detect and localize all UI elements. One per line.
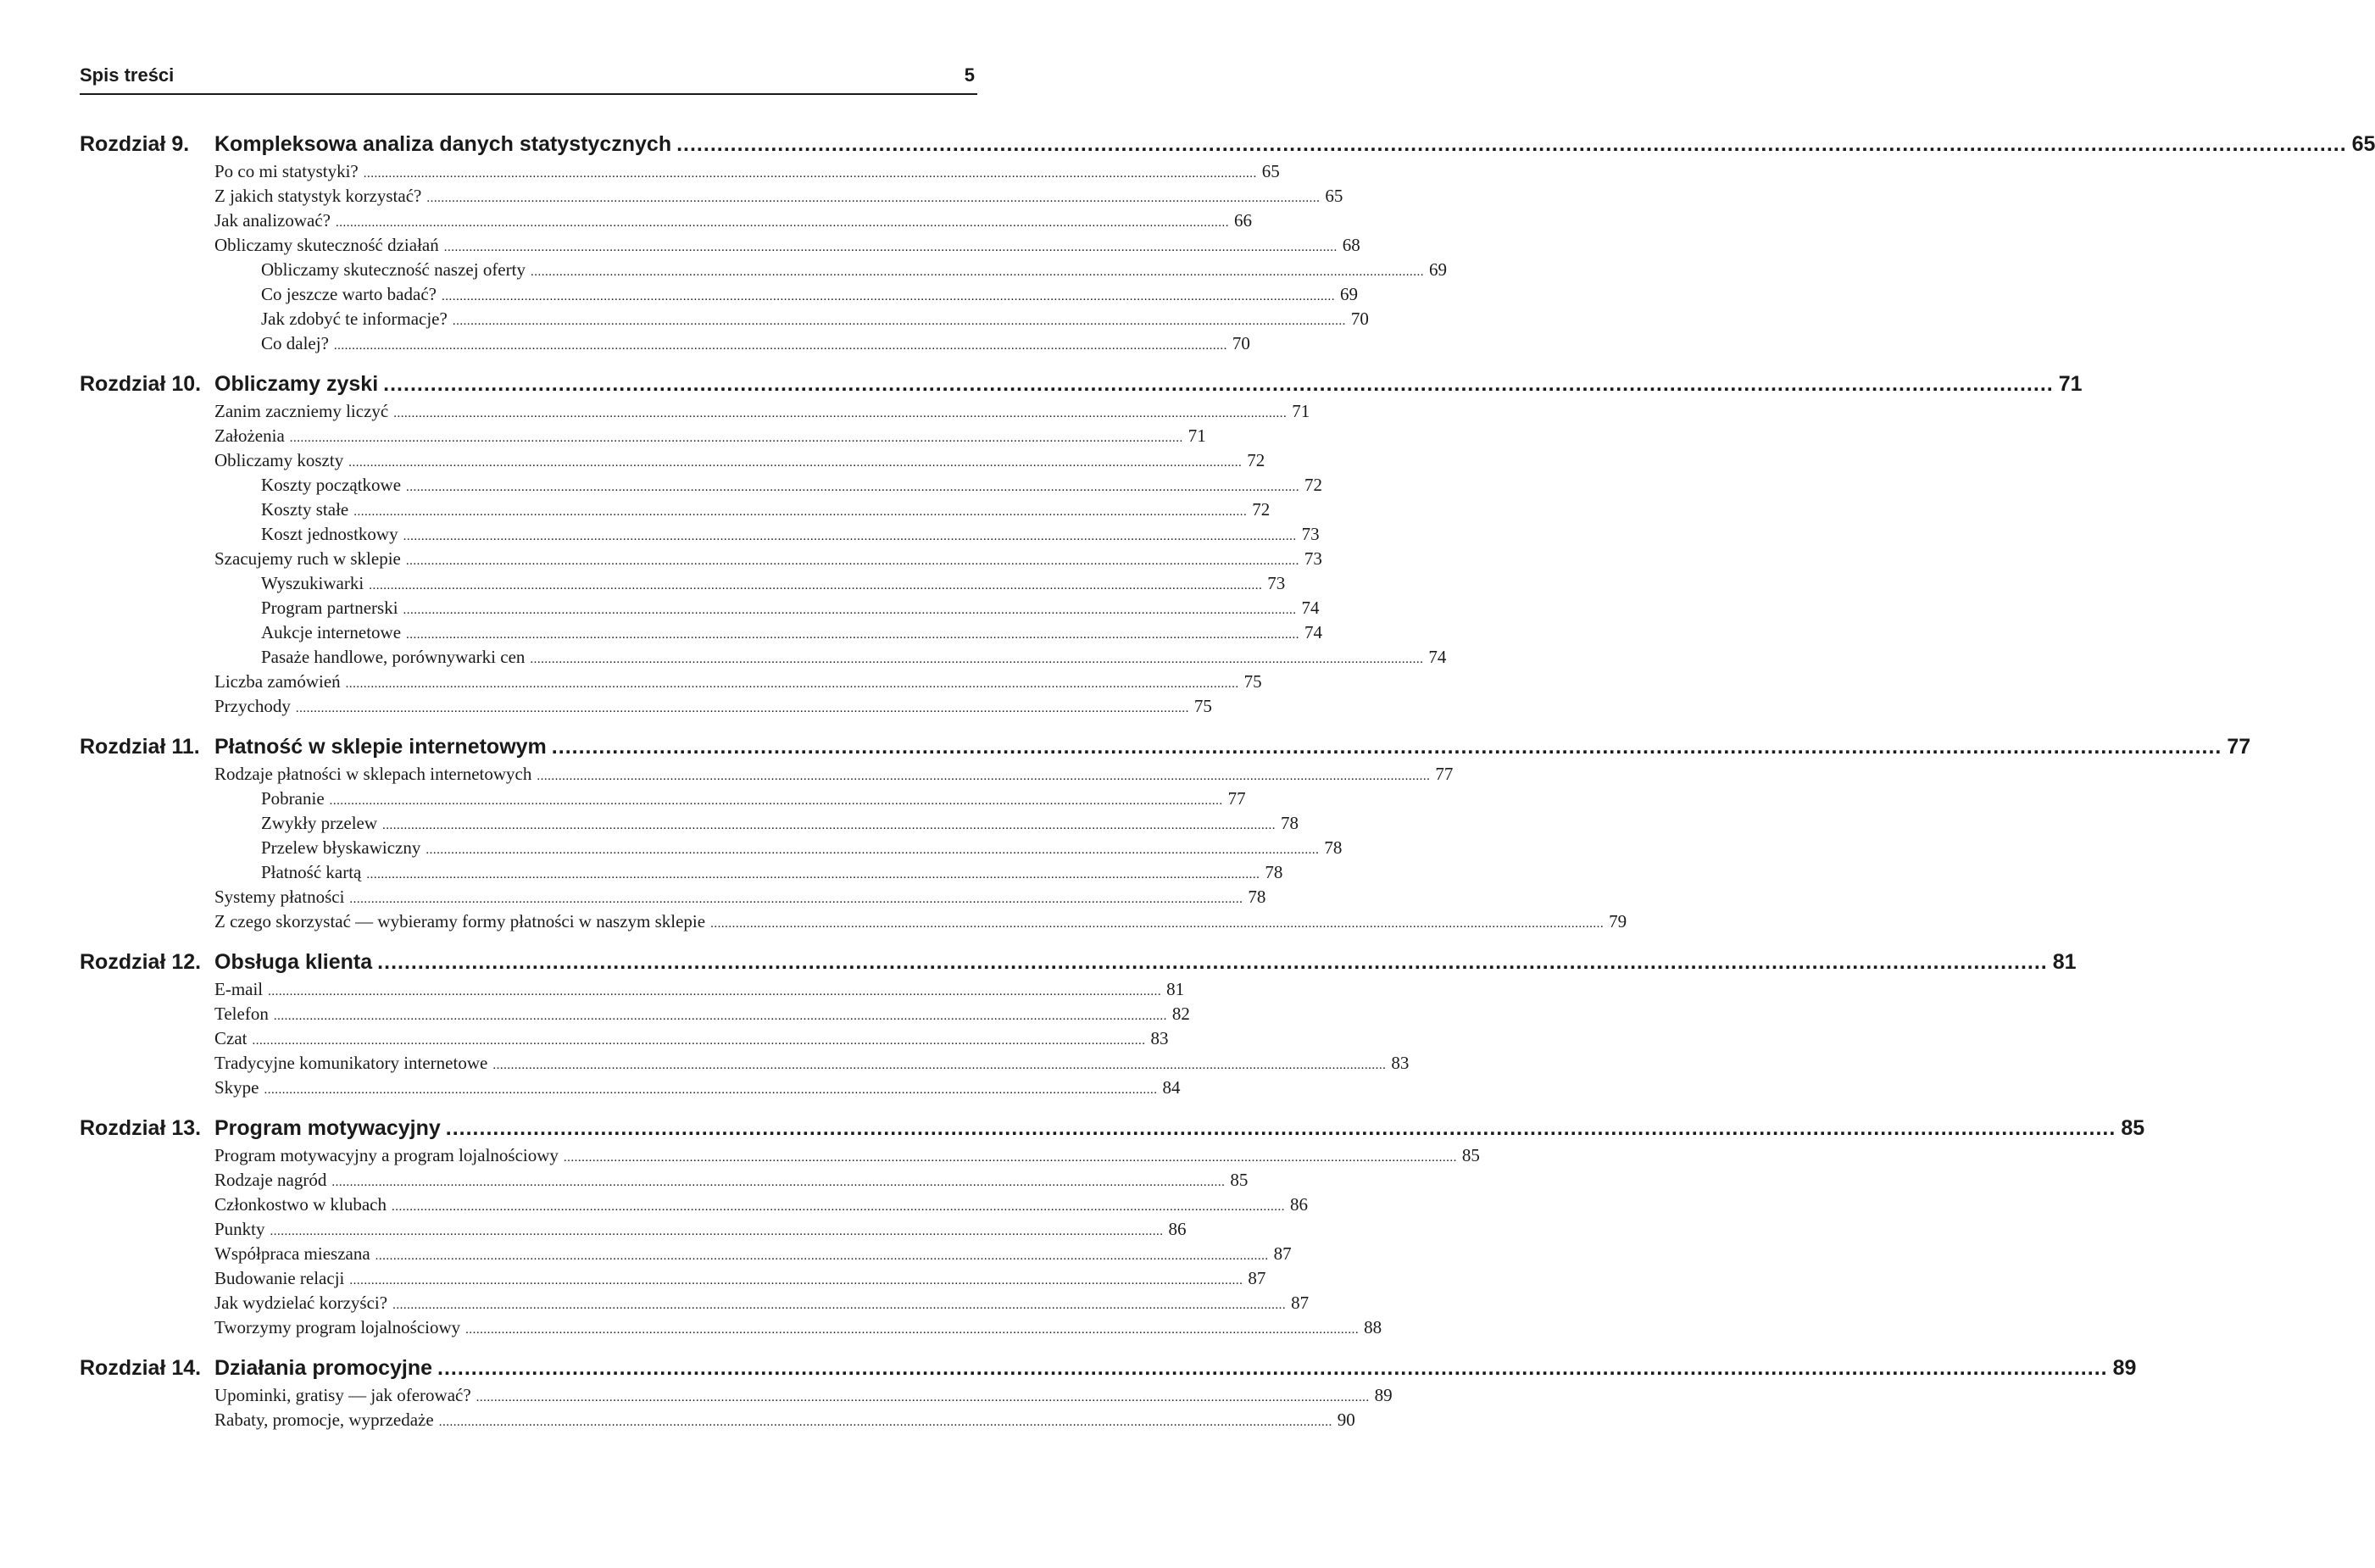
entry-page-number: 72: [1252, 499, 1271, 520]
section-entry[interactable]: [80, 448, 1265, 473]
entry-page-number: 87: [1273, 1243, 1292, 1264]
dot-leader: ........................................................................................................................................................................................................................................................: [537, 770, 1431, 783]
section-entry[interactable]: [80, 424, 1206, 448]
entry-title: Obliczamy skuteczność naszej oferty: [261, 259, 526, 280]
section-entry[interactable]: [80, 159, 1280, 184]
dot-leader: ........................................................................................................................................................................................................................................................: [563, 1151, 1457, 1165]
section-entry[interactable]: [80, 1076, 1181, 1100]
dot-leader: ........................................................................................................................................................................................................................................................: [676, 132, 2347, 156]
running-head-title: Spis treści: [80, 64, 175, 86]
section-entry[interactable]: [80, 1383, 1393, 1408]
dot-leader: ........................................................................................................................................................................................................................................................: [273, 1009, 1167, 1023]
section-entry[interactable]: [80, 184, 1343, 209]
entry-title: Założenia: [214, 425, 285, 446]
section-entry[interactable]: [80, 1266, 1266, 1291]
subsection-entry[interactable]: [80, 811, 1299, 836]
dot-leader: ........................................................................................................................................................................................................................................................: [392, 1298, 1287, 1312]
dot-leader: ........................................................................................................................................................................................................................................................: [375, 1249, 1269, 1263]
dot-leader: ........................................................................................................................................................................................................................................................: [329, 794, 1223, 808]
entry-title: Aukcje internetowe: [261, 622, 402, 642]
dot-leader: ........................................................................................................................................................................................................................................................: [492, 1059, 1387, 1072]
entry-page-number: 85: [1461, 1145, 1480, 1165]
chapter-section: [80, 369, 2083, 719]
dot-leader: ........................................................................................................................................................................................................................................................: [295, 702, 1189, 715]
section-entry[interactable]: [80, 1408, 1355, 1432]
section-entry[interactable]: [80, 399, 1310, 424]
chapter-section: [80, 1353, 2137, 1432]
section-entry[interactable]: [80, 1026, 1169, 1051]
section-entry[interactable]: [80, 1168, 1249, 1193]
entry-page-number: 79: [1609, 911, 1627, 931]
entry-page-number: 66: [1234, 210, 1253, 231]
entry-title: Jak zdobyć te informacje?: [261, 309, 448, 329]
chapter-title: Kompleksowa analiza danych statystycznych: [214, 132, 672, 156]
subsection-entry[interactable]: [80, 473, 1323, 498]
entry-page-number: 78: [1265, 862, 1283, 882]
entry-page-number: 72: [1304, 475, 1323, 495]
entry-title: Przychody: [214, 696, 291, 716]
dot-leader: ........................................................................................................................................................................................................................................................: [268, 985, 1162, 998]
chapter-title: Program motywacyjny: [214, 1116, 441, 1140]
section-entry[interactable]: [80, 1315, 1382, 1340]
section-entry[interactable]: [80, 547, 1322, 571]
chapter-heading[interactable]: [80, 1113, 2145, 1143]
dot-leader: ........................................................................................................................................................................................................................................................: [333, 339, 1227, 353]
entry-page-number: 74: [1304, 622, 1323, 642]
entry-title: Pobranie: [261, 788, 325, 809]
section-entry[interactable]: [80, 1217, 1187, 1242]
dot-leader: ........................................................................................................................................................................................................................................................: [403, 603, 1297, 617]
entry-page-number: 73: [1267, 573, 1286, 593]
chapter-heading[interactable]: [80, 129, 2375, 159]
entry-title: Obliczamy skuteczność działań: [214, 235, 439, 255]
chapter-label: Rozdział 14.: [80, 1356, 202, 1380]
dot-leader: ........................................................................................................................................................................................................................................................: [551, 735, 2222, 759]
entry-title: Jak wydzielać korzyści?: [214, 1293, 388, 1313]
entry-title: Program partnerski: [261, 598, 398, 618]
entry-page-number: 69: [1339, 284, 1358, 304]
chapter-label: Rozdział 13.: [80, 1116, 202, 1140]
subsection-entry[interactable]: [80, 258, 1447, 282]
chapter-title: Obliczamy zyski: [214, 372, 379, 396]
dot-leader: ........................................................................................................................................................................................................................................................: [393, 407, 1288, 420]
subsection-entry[interactable]: [80, 787, 1246, 811]
entry-title: Zanim zaczniemy liczyć: [214, 401, 389, 421]
dot-leader: ........................................................................................................................................................................................................................................................: [331, 1176, 1226, 1189]
section-entry[interactable]: [80, 694, 1212, 719]
dot-leader: ........................................................................................................................................................................................................................................................: [437, 1356, 2108, 1380]
section-entry[interactable]: [80, 1002, 1190, 1026]
chapter-label: Rozdział 10.: [80, 372, 202, 396]
dot-leader: ........................................................................................................................................................................................................................................................: [445, 1116, 2116, 1140]
entry-page-number: 90: [1337, 1410, 1355, 1430]
dot-leader: ........................................................................................................................................................................................................................................................: [349, 892, 1243, 906]
entry-title: Płatność kartą: [261, 862, 362, 882]
entry-page-number: 82: [1171, 1004, 1190, 1024]
dot-leader: ........................................................................................................................................................................................................................................................: [443, 241, 1338, 254]
entry-page-number: 87: [1291, 1293, 1310, 1313]
page-number: 5: [964, 64, 975, 86]
chapter-page-number: 89: [2112, 1356, 2137, 1380]
section-entry[interactable]: [80, 1051, 1410, 1076]
chapter-page-number: 81: [2052, 950, 2077, 974]
dot-leader: ........................................................................................................................................................................................................................................................: [476, 1391, 1370, 1404]
chapter-page-number: 85: [2121, 1116, 2145, 1140]
entry-page-number: 89: [1374, 1385, 1393, 1405]
entry-page-number: 70: [1350, 309, 1369, 329]
table-of-contents: [80, 129, 2375, 1432]
section-entry[interactable]: [80, 977, 1185, 1002]
dot-leader: ........................................................................................................................................................................................................................................................: [353, 505, 1248, 519]
chapter-section: [80, 947, 2077, 1100]
section-entry[interactable]: [80, 1242, 1292, 1266]
entry-page-number: 81: [1166, 979, 1185, 999]
entry-page-number: 87: [1248, 1268, 1266, 1288]
entry-page-number: 86: [1168, 1219, 1187, 1239]
entry-title: Czat: [214, 1028, 248, 1048]
chapter-heading[interactable]: [80, 1353, 2137, 1383]
entry-title: Budowanie relacji: [214, 1268, 345, 1288]
entry-page-number: 77: [1435, 764, 1454, 784]
dot-leader: ........................................................................................................................................................................................................................................................: [264, 1083, 1158, 1097]
subsection-entry[interactable]: [80, 522, 1320, 547]
section-entry[interactable]: [80, 209, 1253, 233]
subsection-entry[interactable]: [80, 596, 1320, 620]
entry-title: Z czego skorzystać — wybieramy formy płatności w naszym sklepie: [214, 911, 706, 931]
subsection-entry[interactable]: [80, 645, 1447, 670]
section-entry[interactable]: [80, 909, 1627, 934]
chapter-section: [80, 731, 2251, 934]
entry-title: Z jakich statystyk korzystać?: [214, 186, 422, 206]
dot-leader: ........................................................................................................................................................................................................................................................: [349, 1274, 1243, 1287]
entry-page-number: 68: [1342, 235, 1360, 255]
entry-page-number: 69: [1428, 259, 1447, 280]
entry-title: Po co mi statystyki?: [214, 161, 359, 181]
dot-leader: ........................................................................................................................................................................................................................................................: [406, 481, 1300, 494]
entry-title: Systemy płatności: [214, 887, 345, 907]
chapter-label: Rozdział 11.: [80, 735, 200, 759]
dot-leader: ........................................................................................................................................................................................................................................................: [348, 456, 1243, 470]
page-header: [80, 63, 977, 95]
dot-leader: ........................................................................................................................................................................................................................................................: [406, 628, 1300, 642]
entry-title: Punkty: [214, 1219, 265, 1239]
entry-page-number: 85: [1230, 1170, 1249, 1190]
entry-title: Telefon: [214, 1004, 269, 1024]
dot-leader: ........................................................................................................................................................................................................................................................: [366, 868, 1260, 881]
dot-leader: ........................................................................................................................................................................................................................................................: [530, 653, 1424, 666]
entry-page-number: 78: [1281, 813, 1299, 833]
dot-leader: ........................................................................................................................................................................................................................................................: [382, 819, 1276, 832]
dot-leader: ........................................................................................................................................................................................................................................................: [383, 372, 2054, 396]
entry-title: Wyszukiwarki: [261, 573, 364, 593]
section-entry[interactable]: [80, 885, 1266, 909]
chapter-label: Rozdział 12.: [80, 950, 202, 974]
entry-title: Szacujemy ruch w sklepie: [214, 548, 401, 569]
dot-leader: ........................................................................................................................................................................................................................................................: [377, 950, 2048, 974]
entry-page-number: 71: [1292, 401, 1310, 421]
chapter-section: [80, 129, 2375, 356]
dot-leader: ........................................................................................................................................................................................................................................................: [270, 1225, 1164, 1238]
entry-page-number: 86: [1289, 1194, 1308, 1215]
chapter-page-number: 71: [2058, 372, 2083, 396]
section-entry[interactable]: [80, 1143, 1480, 1168]
dot-leader: ........................................................................................................................................................................................................................................................: [345, 677, 1239, 691]
entry-title: Rodzaje nagród: [214, 1170, 327, 1190]
subsection-entry[interactable]: [80, 282, 1358, 307]
entry-title: Co dalej?: [261, 333, 329, 353]
dot-leader: ........................................................................................................................................................................................................................................................: [425, 843, 1320, 857]
dot-leader: ........................................................................................................................................................................................................................................................: [391, 1200, 1285, 1214]
entry-page-number: 75: [1243, 671, 1262, 692]
entry-page-number: 75: [1193, 696, 1212, 716]
section-entry[interactable]: [80, 762, 1454, 787]
section-entry[interactable]: [80, 1291, 1310, 1315]
entry-title: Rodzaje płatności w sklepach internetowych: [214, 764, 532, 784]
chapter-section: [80, 1113, 2145, 1340]
entry-page-number: 73: [1301, 524, 1320, 544]
entry-title: Członkostwo w klubach: [214, 1194, 387, 1215]
entry-title: Koszty stałe: [261, 499, 349, 520]
entry-title: Zwykły przelew: [261, 813, 378, 833]
chapter-title: Działania promocyjne: [214, 1356, 433, 1380]
entry-page-number: 78: [1324, 837, 1343, 858]
subsection-entry[interactable]: [80, 331, 1250, 356]
subsection-entry[interactable]: [80, 620, 1323, 645]
entry-title: Koszt jednostkowy: [261, 524, 398, 544]
dot-leader: ........................................................................................................................................................................................................................................................: [403, 530, 1297, 543]
entry-title: Program motywacyjny a program lojalnościowy: [214, 1145, 559, 1165]
entry-page-number: 65: [1261, 161, 1280, 181]
entry-title: Tworzymy program lojalnościowy: [214, 1317, 461, 1337]
dot-leader: ........................................................................................................................................................................................................................................................: [289, 431, 1183, 445]
dot-leader: ........................................................................................................................................................................................................................................................: [369, 579, 1263, 592]
entry-title: Tradycyjne komunikatory internetowe: [214, 1053, 488, 1073]
entry-page-number: 84: [1162, 1077, 1181, 1098]
entry-page-number: 65: [1325, 186, 1343, 206]
entry-page-number: 88: [1364, 1317, 1382, 1337]
chapter-title: Obsługa klienta: [214, 950, 373, 974]
subsection-entry[interactable]: [80, 860, 1283, 885]
entry-page-number: 72: [1247, 450, 1265, 470]
dot-leader: ........................................................................................................................................................................................................................................................: [441, 290, 1335, 303]
entry-title: Liczba zamówień: [214, 671, 341, 692]
entry-title: Rabaty, promocje, wyprzedaże: [214, 1410, 434, 1430]
chapter-page-number: 77: [2227, 735, 2251, 759]
dot-leader: ........................................................................................................................................................................................................................................................: [252, 1034, 1146, 1048]
entry-page-number: 73: [1304, 548, 1322, 569]
entry-title: Jak analizować?: [214, 210, 331, 231]
subsection-entry[interactable]: [80, 571, 1286, 596]
section-entry[interactable]: [80, 1193, 1308, 1217]
entry-page-number: 83: [1150, 1028, 1169, 1048]
entry-title: Współpraca mieszana: [214, 1243, 370, 1264]
dot-leader: ........................................................................................................................................................................................................................................................: [363, 167, 1257, 181]
entry-title: Przelew błyskawiczny: [261, 837, 421, 858]
chapter-heading[interactable]: [80, 369, 2083, 399]
subsection-entry[interactable]: [80, 307, 1369, 331]
entry-page-number: 74: [1428, 647, 1447, 667]
chapter-heading[interactable]: [80, 731, 2251, 762]
entry-title: E-mail: [214, 979, 264, 999]
entry-title: Pasaże handlowe, porównywarki cen: [261, 647, 526, 667]
dot-leader: ........................................................................................................................................................................................................................................................: [465, 1323, 1360, 1337]
dot-leader: ........................................................................................................................................................................................................................................................: [426, 192, 1321, 205]
section-entry[interactable]: [80, 233, 1360, 258]
entry-page-number: 70: [1232, 333, 1250, 353]
entry-title: Upominki, gratisy — jak oferować?: [214, 1385, 471, 1405]
entry-title: Co jeszcze warto badać?: [261, 284, 437, 304]
subsection-entry[interactable]: [80, 836, 1343, 860]
entry-title: Obliczamy koszty: [214, 450, 344, 470]
entry-page-number: 74: [1301, 598, 1320, 618]
entry-title: Skype: [214, 1077, 259, 1098]
entry-title: Koszty początkowe: [261, 475, 402, 495]
dot-leader: ........................................................................................................................................................................................................................................................: [530, 265, 1424, 279]
entry-page-number: 71: [1188, 425, 1206, 446]
entry-page-number: 83: [1391, 1053, 1410, 1073]
chapter-page-number: 65: [2351, 132, 2375, 156]
entry-page-number: 77: [1227, 788, 1246, 809]
entry-page-number: 78: [1248, 887, 1266, 907]
subsection-entry[interactable]: [80, 498, 1271, 522]
dot-leader: ........................................................................................................................................................................................................................................................: [405, 554, 1299, 568]
chapter-heading[interactable]: [80, 947, 2077, 977]
section-entry[interactable]: [80, 670, 1262, 694]
dot-leader: ........................................................................................................................................................................................................................................................: [710, 917, 1605, 931]
dot-leader: ........................................................................................................................................................................................................................................................: [438, 1415, 1332, 1429]
chapter-label: Rozdział 9.: [80, 132, 190, 156]
chapter-title: Płatność w sklepie internetowym: [214, 735, 547, 759]
dot-leader: ........................................................................................................................................................................................................................................................: [452, 314, 1346, 328]
dot-leader: ........................................................................................................................................................................................................................................................: [336, 216, 1230, 230]
